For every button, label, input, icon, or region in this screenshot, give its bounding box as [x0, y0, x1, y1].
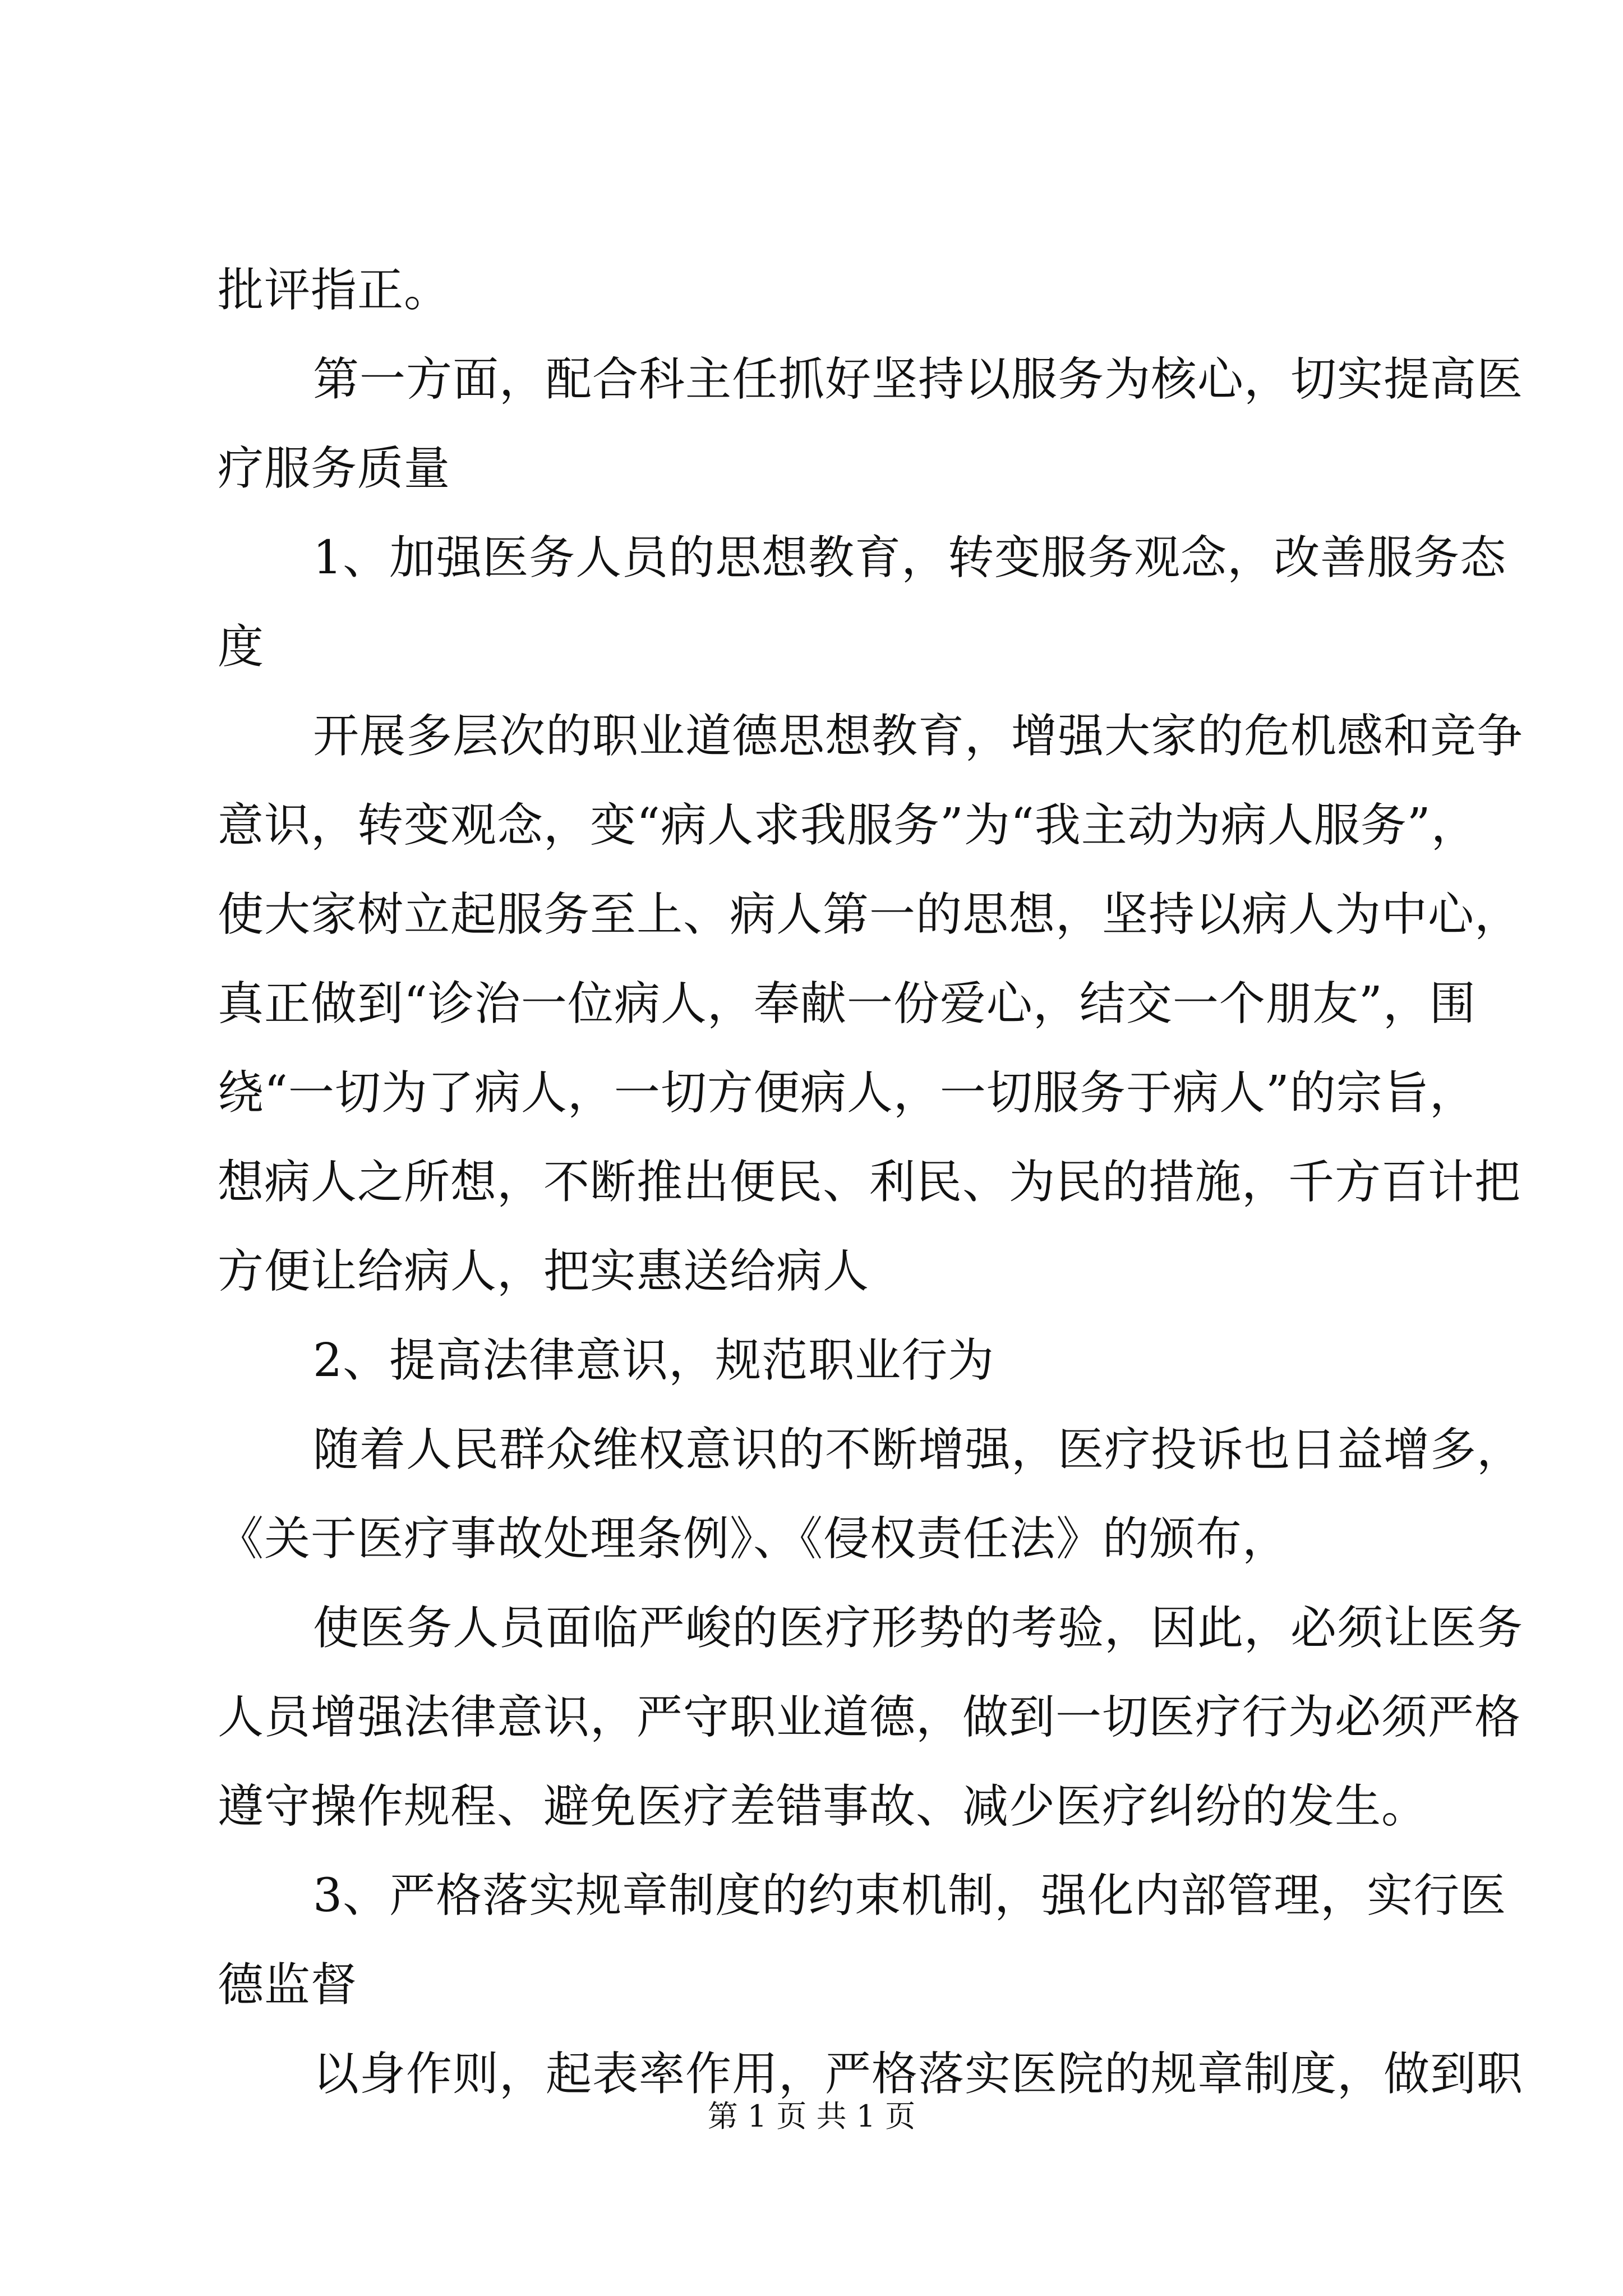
- paragraph-line: 开展多层次的职业道德思想教育，增强大家的危机感和竞争: [313, 710, 1524, 763]
- paragraph-line: 真正做到“诊治一位病人，奉献一份爱心，结交一个朋友”，围: [218, 977, 1476, 1030]
- subsection-heading-1-continued: 度: [218, 620, 265, 674]
- subsection-heading-2: 2、提高法律意识，规范职业行为: [313, 1334, 995, 1387]
- paragraph-line: 以身作则，起表率作用，严格落实医院的规章制度，做到职: [313, 2047, 1524, 2101]
- paragraph-line: 使医务人员面临严峻的医疗形势的考验，因此，必须让医务: [313, 1602, 1524, 1655]
- paragraph-line: 意识，转变观念，变“病人求我服务”为“我主动为病人服务”，: [218, 799, 1478, 852]
- page-footer: 第 1 页 共 1 页: [707, 2099, 916, 2134]
- subsection-heading-1: 1、加强医务人员的思想教育，转变服务观念，改善服务态: [313, 531, 1507, 585]
- section-heading: 第一方面，配合科主任抓好坚持以服务为核心，切实提高医: [313, 353, 1524, 406]
- subsection-heading-3-continued: 德监督: [218, 1958, 358, 2012]
- section-heading-continued: 疗服务质量: [218, 442, 451, 495]
- paragraph-line: 《关于医疗事故处理条例》、《侵权责任法》的颁布，: [218, 1512, 1289, 1566]
- text-line: 批评指正。: [218, 264, 451, 317]
- document-body: [218, 259, 1524, 2132]
- paragraph-line: 随着人民群众维权意识的不断增强，医疗投诉也日益增多，: [313, 1423, 1524, 1476]
- paragraph-line: 遵守操作规程、避免医疗差错事故、减少医疗纠纷的发生。: [218, 1780, 1428, 1833]
- paragraph-line: 方便让给病人，把实惠送给病人: [218, 1245, 870, 1298]
- subsection-heading-3: 3、严格落实规章制度的约束机制，强化内部管理，实行医: [313, 1869, 1507, 1922]
- paragraph-line: 使大家树立起服务至上、病人第一的思想，坚持以病人为中心，: [218, 888, 1521, 941]
- paragraph-line: 想病人之所想，不断推出便民、利民、为民的措施，千方百计把: [218, 1156, 1521, 1209]
- paragraph-line: 绕“一切为了病人，一切方便病人，一切服务于病人”的宗旨，: [218, 1066, 1476, 1120]
- paragraph-line: 人员增强法律意识，严守职业道德，做到一切医疗行为必须严格: [218, 1691, 1521, 1744]
